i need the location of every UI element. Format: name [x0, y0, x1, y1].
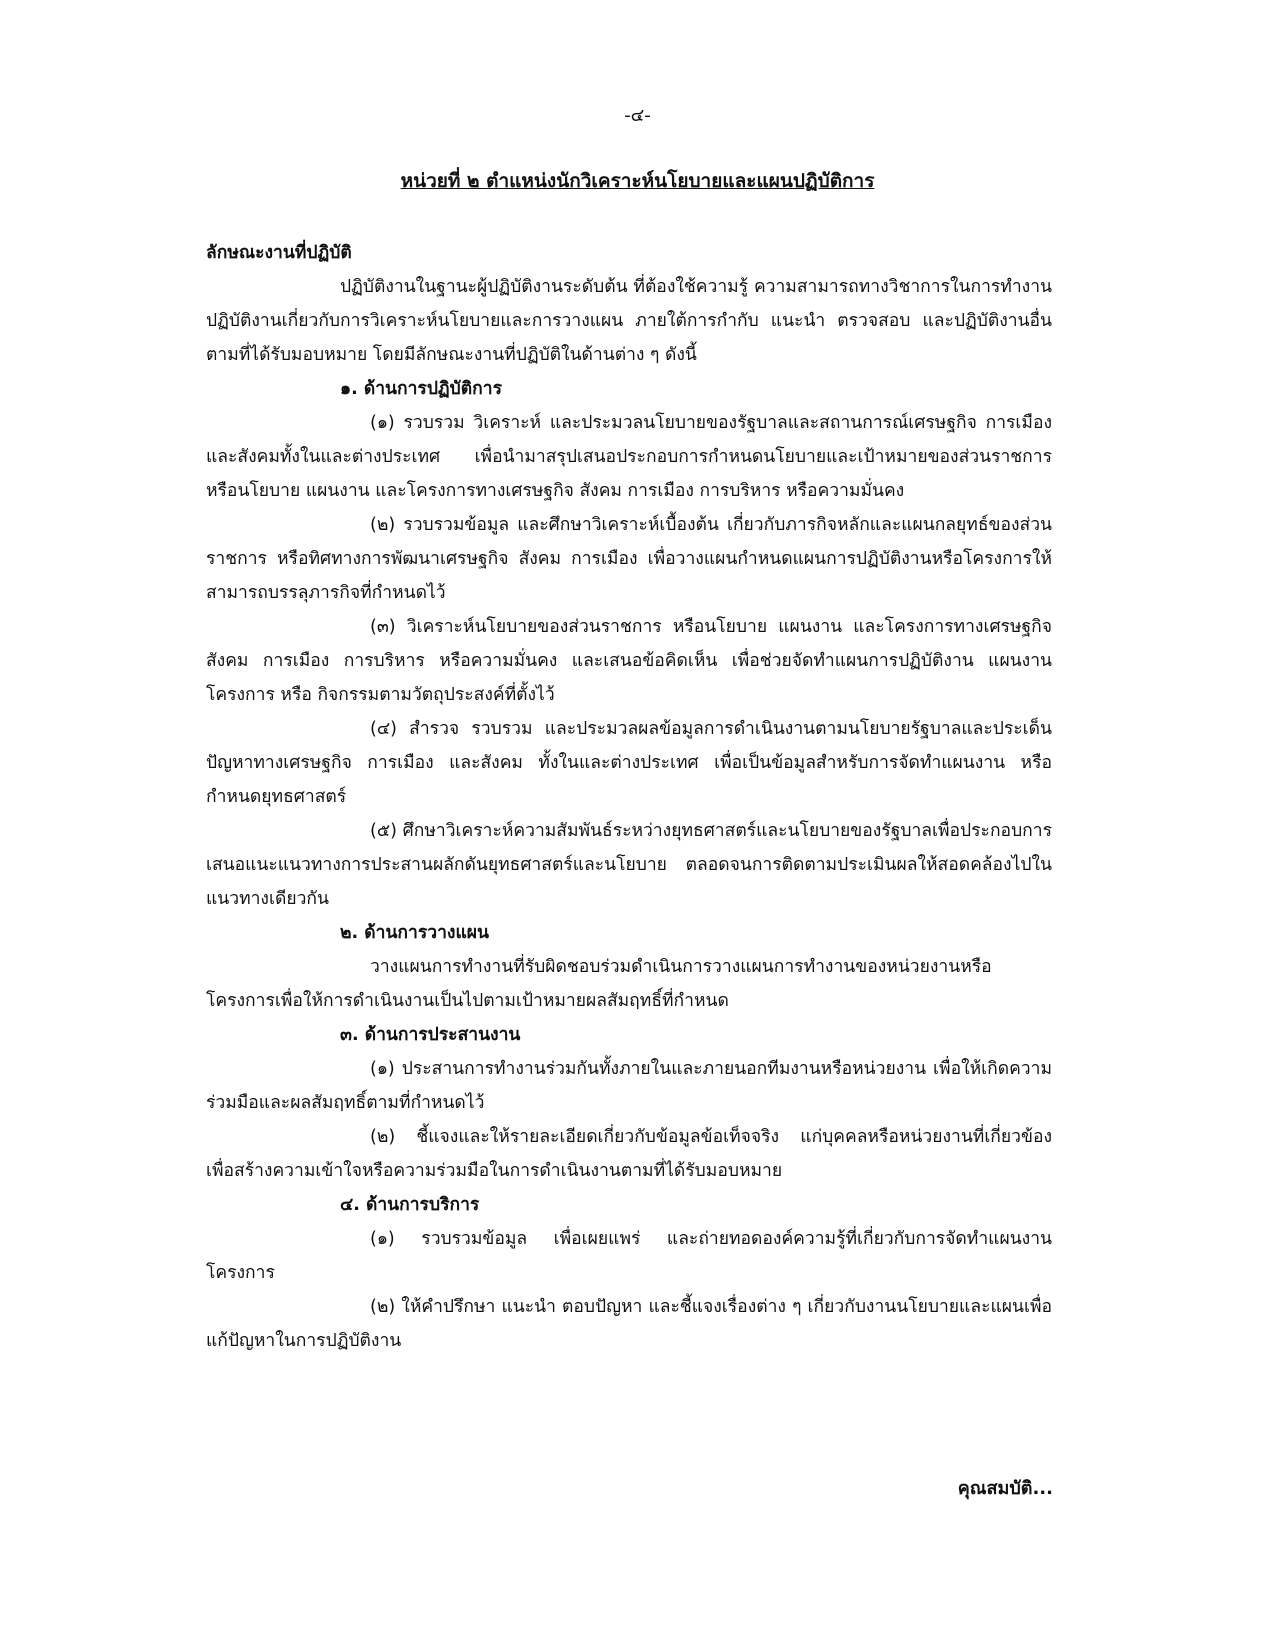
paragraph: (๕) ศึกษาวิเคราะห์ความสัมพันธ์ระหว่างยุทธศาสตร์และนโยบายของรัฐบาลเพื่อประกอบการเสนอแนะแนวทางการประสานผลักดันยุทธศาสตร์และนโยบาย ตลอดจนการติดตามประเมินผลให้สอดคล้องไปในแนวทางเดียวกัน: [206, 821, 1052, 909]
paragraph: (๑) รวบรวม วิเคราะห์ และประมวลนโยบายของรัฐบาลและสถานการณ์เศรษฐกิจ การเมือง และสังคมทั้งในและต่างประเทศ เพื่อนำมาสรุปเสนอประกอบการกำหนดนโยบายและเป้าหมายของส่วนราชการ หรือนโยบาย แผนงาน และโครงการทางเศรษฐกิจ สังคม การเมือง การบริหาร หรือความมั่นคง: [206, 413, 1052, 501]
paragraph: (๔) สำรวจ รวบรวม และประมวลผลข้อมูลการดำเนินงานตามนโยบายรัฐบาลและประเด็นปัญหาทางเศรษฐกิจ การเมือง และสังคม ทั้งในและต่างประเทศ เพื่อเป็นข้อมูลสำหรับการจัดทำแผนงาน หรือกำหนดยุทธศาสตร์: [206, 719, 1052, 807]
job-nature-heading: ลักษณะงานที่ปฏิบัติ: [206, 243, 352, 263]
section-coordination: [206, 1018, 1052, 1188]
section-heading: ๑. ด้านการปฏิบัติการ: [340, 379, 502, 399]
section-heading: ๓. ด้านการประสานงาน: [340, 1025, 521, 1045]
continuation-note: คุณสมบัติ...: [957, 1478, 1053, 1499]
section-service: [206, 1188, 1052, 1358]
paragraph: (๒) รวบรวมข้อมูล และศึกษาวิเคราะห์เบื้องต้น เกี่ยวกับภารกิจหลักและแผนกลยุทธ์ของส่วนราชการ หรือทิศทางการพัฒนาเศรษฐกิจ สังคม การเมือง เพื่อวางแผนกำหนดแผนการปฏิบัติงานหรือโครงการให้สามารถบรรลุภารกิจที่กำหนดไว้: [206, 515, 1052, 603]
paragraph: (๑) ประสานการทำงานร่วมกันทั้งภายในและภายนอกทีมงานหรือหน่วยงาน เพื่อให้เกิดความร่วมมือและผลสัมฤทธิ์ตามที่กำหนดไว้: [206, 1059, 1052, 1113]
document-body: [206, 236, 1052, 1358]
section-planning: [206, 916, 1052, 1018]
paragraph: (๓) วิเคราะห์นโยบายของส่วนราชการ หรือนโยบาย แผนงาน และโครงการทางเศรษฐกิจ สังคม การเมือง การบริหาร หรือความมั่นคง และเสนอข้อคิดเห็น เพื่อช่วยจัดทำแผนการปฏิบัติงาน แผนงาน โครงการ หรือ กิจกรรมตามวัตถุประสงค์ที่ตั้งไว้: [206, 617, 1052, 705]
section-heading: ๔. ด้านการบริการ: [340, 1195, 480, 1215]
paragraph: (๑) รวบรวมข้อมูล เพื่อเผยแพร่ และถ่ายทอดองค์ความรู้ที่เกี่ยวกับการจัดทำแผนงานโครงการ: [206, 1229, 1052, 1283]
section-heading: ๒. ด้านการวางแผน: [340, 923, 489, 943]
section-operations: [206, 372, 1052, 916]
page-number: -๔-: [624, 105, 651, 126]
paragraph: วางแผนการทำงานที่รับผิดชอบร่วมดำเนินการวางแผนการทำงานของหน่วยงานหรือโครงการเพื่อให้การดำเนินงานเป็นไปตามเป้าหมายผลสัมฤทธิ์ที่กำหนด: [206, 957, 992, 1011]
paragraph: (๒) ให้คำปรึกษา แนะนำ ตอบปัญหา และชี้แจงเรื่องต่าง ๆ เกี่ยวกับงานนโยบายและแผนเพื่อแก้ปัญหาในการปฏิบัติงาน: [206, 1297, 1052, 1351]
paragraph: (๒) ชี้แจงและให้รายละเอียดเกี่ยวกับข้อมูลข้อเท็จจริง แก่บุคคลหรือหน่วยงานที่เกี่ยวข้อง เพื่อสร้างความเข้าใจหรือความร่วมมือในการดำเนินงานตามที่ได้รับมอบหมาย: [206, 1127, 1052, 1181]
document-title: หน่วยที่ ๒ ตำแหน่งนักวิเคราะห์นโยบายและแผนปฏิบัติการ: [400, 170, 875, 192]
intro-paragraph: ปฏิบัติงานในฐานะผู้ปฏิบัติงานระดับต้น ที่ต้องใช้ความรู้ ความสามารถทางวิชาการในการทำงาน ปฏิบัติงานเกี่ยวกับการวิเคราะห์นโยบายและการวางแผน ภายใต้การกำกับ แนะนำ ตรวจสอบ และปฏิบัติงานอื่นตามที่ได้รับมอบหมาย โดยมีลักษณะงานที่ปฏิบัติในด้านต่าง ๆ ดังนี้: [206, 277, 1052, 365]
